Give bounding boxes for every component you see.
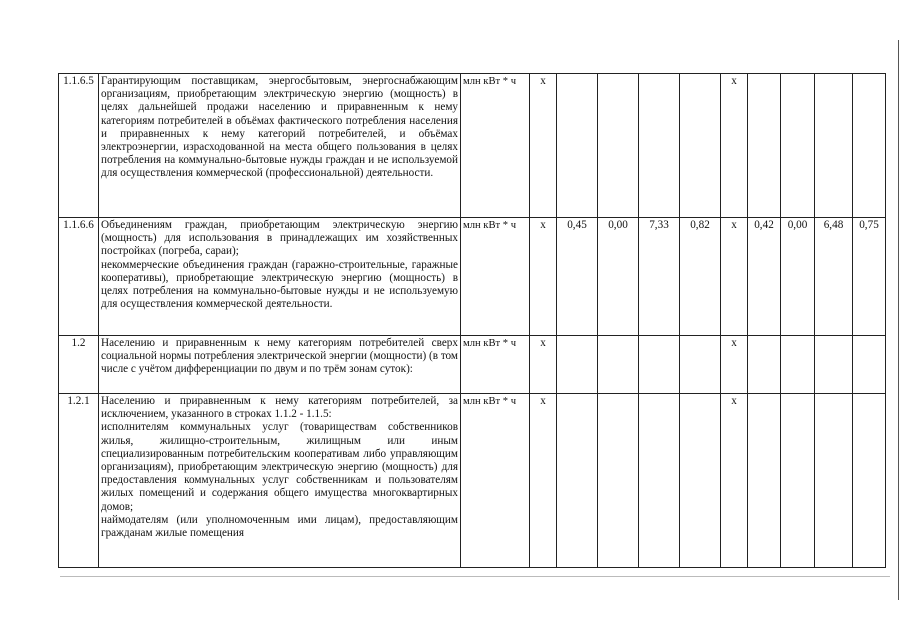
- value-cell: [781, 394, 815, 568]
- bottom-rule: [60, 576, 890, 577]
- unit-cell: млн кВт * ч: [461, 336, 530, 394]
- value-cell: [598, 336, 639, 394]
- value-cell: 0,42: [748, 218, 781, 336]
- unit-cell: млн кВт * ч: [461, 394, 530, 568]
- value-cell: [557, 74, 598, 218]
- row-number: 1.1.6.5: [59, 74, 99, 218]
- row-number: 1.2: [59, 336, 99, 394]
- unit-cell: млн кВт * ч: [461, 218, 530, 336]
- page-edge-line: [898, 40, 899, 600]
- value-cell: [815, 336, 853, 394]
- unit-cell: млн кВт * ч: [461, 74, 530, 218]
- value-cell: [557, 336, 598, 394]
- value-cell: [639, 394, 680, 568]
- value-cell: х: [721, 218, 748, 336]
- value-cell: [748, 74, 781, 218]
- value-cell: [815, 394, 853, 568]
- value-cell: [639, 336, 680, 394]
- description-paragraph: Гарантирующим поставщикам, энергосбытовым, энергоснабжающим организациям, приобретающим электрическую энергию (мощность) в целях дальнейшей продажи населению и приравненным к нему категориям потребителей в объёмах фактического потребления населения и приравненных к нему категорий потребителей, и объёмах электроэнергии, израсходованной на места общего пользования в целях потребления на коммунально-бытовые нужды граждан и не используемой для осуществления коммерческой (профессиональной) деятельности.: [101, 75, 458, 180]
- value-cell: [680, 74, 721, 218]
- description-paragraph: Объединениям граждан, приобретающим электрическую энергию (мощность) для использования в принадлежащих им хозяйственных постройках (погреба, сараи);: [101, 219, 458, 258]
- row-number: 1.2.1: [59, 394, 99, 568]
- value-cell: 6,48: [815, 218, 853, 336]
- value-cell: [598, 74, 639, 218]
- value-cell: [748, 336, 781, 394]
- description-paragraph: Населению и приравненным к нему категориям потребителей, за исключением, указанного в строках 1.1.2 - 1.1.5:: [101, 395, 458, 421]
- row-description: [99, 74, 461, 218]
- value-cell: 0,75: [853, 218, 886, 336]
- table-row: [59, 336, 886, 394]
- description-paragraph: Населению и приравненным к нему категориям потребителей сверх социальной нормы потребления электрической энергии (мощности) (в том числе с учётом дифференциации по двум и по трём зонам суток):: [101, 337, 459, 376]
- tariff-table: [58, 73, 886, 568]
- value-cell: 0,00: [598, 218, 639, 336]
- table-row: [59, 218, 886, 336]
- value-cell: [781, 74, 815, 218]
- value-cell: [853, 74, 886, 218]
- description-paragraph: некоммерческие объединения граждан (гаражно-строительные, гаражные кооперативы), приобретающие электрическую энергию (мощность) в целях потребления на коммунально-бытовые нужды и не используемую для осуществления коммерческой деятельности.: [101, 258, 458, 311]
- value-cell: х: [721, 336, 748, 394]
- value-cell: х: [530, 394, 557, 568]
- value-cell: 7,33: [639, 218, 680, 336]
- value-cell: [853, 336, 886, 394]
- row-number: 1.1.6.6: [59, 218, 99, 336]
- value-cell: 0,00: [781, 218, 815, 336]
- value-cell: [557, 394, 598, 568]
- value-cell: х: [721, 74, 748, 218]
- value-cell: [748, 394, 781, 568]
- value-cell: х: [530, 218, 557, 336]
- description-paragraph: наймодателям (или уполномоченным ими лицам), предоставляющим гражданам жилые помещения: [101, 513, 458, 540]
- row-description: [99, 394, 461, 568]
- value-cell: [680, 336, 721, 394]
- value-cell: [815, 74, 853, 218]
- value-cell: 0,82: [680, 218, 721, 336]
- table-body: [59, 74, 886, 568]
- row-description: [99, 336, 461, 394]
- value-cell: 0,45: [557, 218, 598, 336]
- value-cell: х: [530, 74, 557, 218]
- value-cell: [853, 394, 886, 568]
- row-description: [99, 218, 461, 336]
- table-row: [59, 74, 886, 218]
- value-cell: х: [721, 394, 748, 568]
- value-cell: [639, 74, 680, 218]
- value-cell: [680, 394, 721, 568]
- value-cell: [781, 336, 815, 394]
- value-cell: [598, 394, 639, 568]
- description-paragraph: исполнителям коммунальных услуг (товариществам собственников жилья, жилищно-строительным, жилищным или иным специализированным потребительским кооперативам либо управляющим организациям), приобретающим электрическую энергию (мощность) для предоставления коммунальных услуг собственникам и пользователям жилых помещений и содержания общего имущества многоквартирных домов;: [101, 421, 458, 513]
- value-cell: х: [530, 336, 557, 394]
- table-row: [59, 394, 886, 568]
